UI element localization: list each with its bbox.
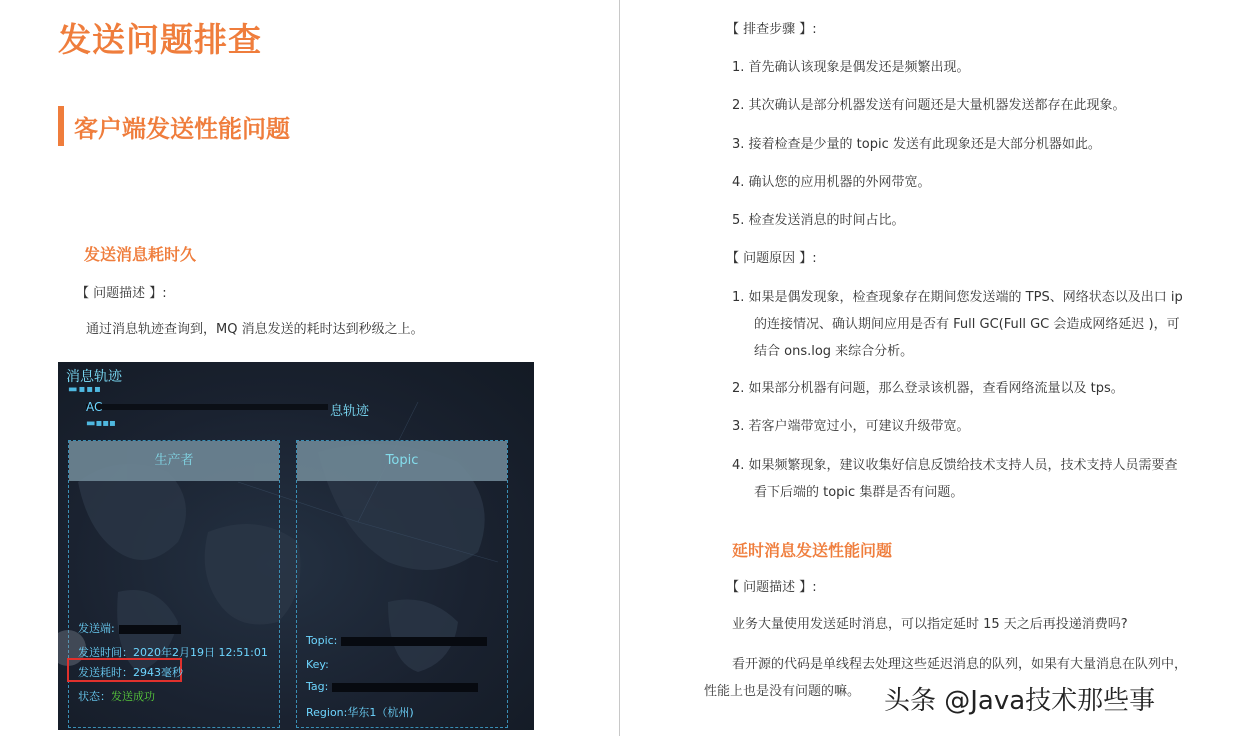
decor-dots-icon: ▬▪▪▪: [68, 384, 102, 395]
document-title: 发送问题排查: [58, 20, 262, 59]
paragraph-line: 看开源的代码是单线程去处理这些延迟消息的队列，如果有大量消息在队列中，: [732, 657, 1188, 672]
sender-label: 发送端:: [78, 622, 115, 635]
sender-row: [78, 620, 181, 636]
send-time: 发送时间：2020年2月19日 12:51:01: [78, 646, 268, 659]
cause-item-cont: 看下后端的 topic 集群是否有问题。: [754, 485, 964, 500]
redacted-tag: [332, 683, 478, 692]
paragraph-line: 性能上也是没有问题的嘛。: [704, 684, 861, 699]
trace-subtitle: 息轨迹: [330, 404, 370, 419]
producer-header: 生产者: [69, 441, 279, 481]
redacted-topic: [341, 637, 487, 646]
redacted-id: [86, 404, 328, 410]
step-item: 5. 检查发送消息的时间占比。: [732, 213, 905, 228]
cause-item: 1. 如果是偶发现象，检查现象存在期间您发送端的 TPS、网络状态以及出口 ip: [732, 290, 1183, 305]
topic-row: [306, 634, 487, 647]
send-cost: 发送耗时：2943毫秒: [78, 666, 183, 679]
watermark-text: 头条 @Java技术那些事: [884, 686, 1156, 716]
tag-row: [306, 680, 478, 693]
message-trace-screenshot: [58, 362, 534, 730]
cause-item: 3. 若客户端带宽过小，可建议升级带宽。: [732, 419, 970, 434]
tag-label: Tag:: [306, 680, 329, 693]
problem-description-label: 【 问题描述 】:: [726, 580, 817, 595]
cause-label: 【 问题原因 】:: [726, 251, 817, 266]
problem-description-label: 【 问题描述 】:: [76, 286, 167, 301]
problem-description-text: 通过消息轨迹查询到，MQ 消息发送的耗时达到秒级之上。: [86, 322, 424, 337]
topic-label: Topic:: [306, 634, 338, 647]
decor-dots-icon: ▬▪▪▪: [86, 418, 116, 429]
steps-label: 【 排查步骤 】:: [726, 22, 817, 37]
status-value: 发送成功: [111, 690, 155, 703]
section-accent-bar: [58, 106, 64, 146]
trace-id-prefix: AC: [86, 400, 103, 414]
region: Region:华东1（杭州): [306, 706, 414, 719]
problem-description-text: 业务大量使用发送延时消息，可以指定延时 15 天之后再投递消费吗?: [732, 617, 1128, 632]
key-label: Key:: [306, 658, 329, 671]
section-title: 客户端发送性能问题: [74, 115, 290, 143]
cause-item-cont: 的连接情况、确认期间应用是否有 Full GC(Full GC 会造成网络延迟 )，可: [754, 317, 1180, 332]
right-page: [620, 0, 1240, 736]
left-page: [0, 0, 619, 736]
cause-item-cont: 结合 ons.log 来综合分析。: [754, 344, 914, 359]
step-item: 3. 接着检查是少量的 topic 发送有此现象还是大部分机器如此。: [732, 137, 1101, 152]
redacted-sender: [119, 625, 181, 634]
subsection-title-send-latency: 发送消息耗时久: [84, 245, 197, 264]
status-label: 状态：: [78, 690, 111, 703]
topic-header: Topic: [297, 441, 507, 481]
step-item: 2. 其次确认是部分机器发送有问题还是大量机器发送都存在此现象。: [732, 98, 1126, 113]
cause-item: 2. 如果部分机器有问题，那么登录该机器，查看网络流量以及 tps。: [732, 381, 1124, 396]
step-item: 4. 确认您的应用机器的外网带宽。: [732, 175, 931, 190]
producer-panel: [68, 440, 280, 728]
cause-item: 4. 如果频繁现象，建议收集好信息反馈给技术支持人员，技术支持人员需要查: [732, 458, 1178, 473]
trace-title: 消息轨迹: [66, 369, 122, 385]
status-row: [78, 688, 155, 704]
subsection-title-delay-message: 延时消息发送性能问题: [732, 541, 893, 560]
step-item: 1. 首先确认该现象是偶发还是频繁出现。: [732, 60, 970, 75]
